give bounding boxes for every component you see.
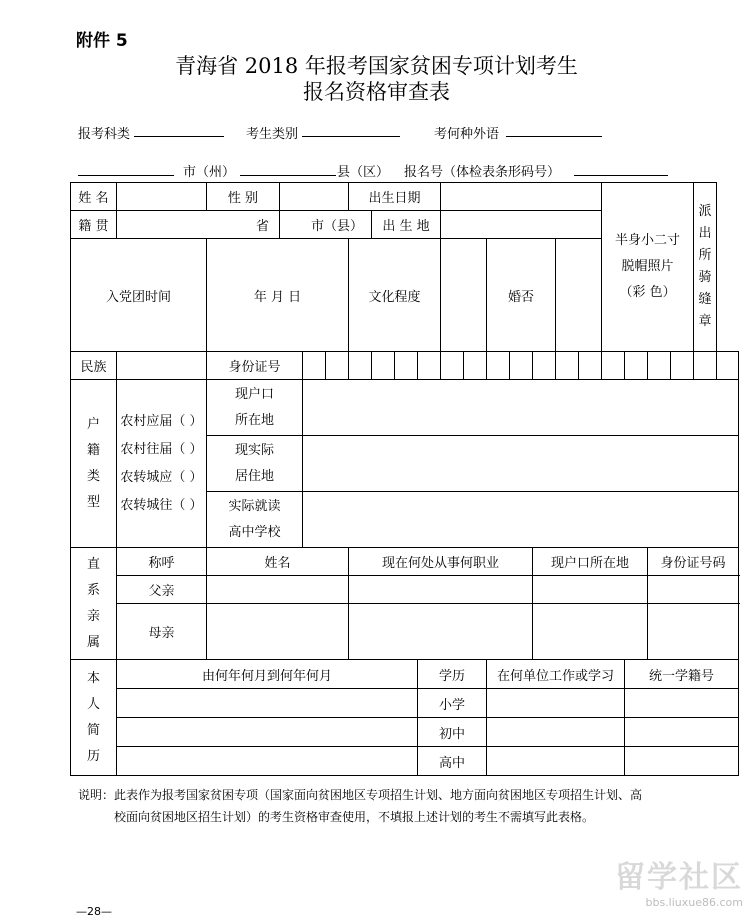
city-label: 市（州） (183, 165, 236, 180)
note (78, 784, 698, 828)
id-digit[interactable] (395, 352, 418, 380)
actual-residence-cell[interactable] (303, 436, 739, 492)
photo-area (602, 183, 694, 352)
id-digit[interactable] (602, 352, 625, 380)
hukou-option-urban-current[interactable]: 农转城应（ ） (120, 469, 203, 485)
form-title-line2: 报名资格审查表 (303, 80, 450, 104)
category-label: 考生类别 (246, 127, 299, 142)
mother-label: 母亲 (117, 604, 207, 660)
marriage-label: 婚否 (487, 239, 556, 352)
resume-level-primary: 小学 (418, 689, 487, 718)
current-hukou-label: 现户口 所在地 (207, 380, 303, 436)
id-digit[interactable] (372, 352, 395, 380)
party-time-label: 入党团时间 (71, 239, 207, 352)
id-digit[interactable] (694, 352, 717, 380)
reg-no-field[interactable] (574, 175, 668, 176)
birth-date-label: 出生日期 (349, 183, 441, 211)
party-time-ymd: 年 月 日 (207, 239, 349, 352)
form-title-line1: 青海省 2018 年报考国家贫困专项计划考生 (175, 54, 578, 78)
birth-date-cell[interactable] (441, 183, 602, 211)
actual-school-cell[interactable] (303, 492, 739, 548)
watermark-text: 留学社区 (615, 860, 743, 895)
relatives-label: 直 系 亲 属 (71, 548, 117, 660)
id-digit[interactable] (579, 352, 602, 380)
reg-no-label: 报名号（体检表条形码号） (404, 165, 561, 180)
resume-unit-cell[interactable] (487, 689, 625, 718)
id-digit[interactable] (441, 352, 464, 380)
id-digit[interactable] (487, 352, 510, 380)
resume-unit-cell[interactable] (487, 718, 625, 747)
father-id-cell[interactable] (648, 576, 739, 604)
education-label: 文化程度 (349, 239, 441, 352)
language-field[interactable] (506, 136, 602, 137)
father-hukou-cell[interactable] (533, 576, 648, 604)
county-label: 县（区） (337, 165, 390, 180)
resume-header-education: 学历 (418, 660, 487, 689)
city-field[interactable] (78, 175, 174, 176)
current-hukou-cell[interactable] (303, 380, 739, 436)
language-label: 考何种外语 (434, 127, 500, 142)
father-name-cell[interactable] (207, 576, 349, 604)
id-digit[interactable] (510, 352, 533, 380)
note-line2: 校面向贫困地区招生计划）的考生资格审查使用，不填报上述计划的考生不需填写此表格。 (114, 810, 595, 824)
photo-line3: （彩 色） (619, 285, 676, 300)
photo-line1: 半身小二寸 (615, 233, 681, 248)
actual-residence-label: 现实际 居住地 (207, 436, 303, 492)
gender-label: 性 别 (207, 183, 280, 211)
father-label: 父亲 (117, 576, 207, 604)
hukou-option-rural-current[interactable]: 农村应届（ ） (120, 413, 203, 429)
seal-area: 派 出 所 骑 缝 章 (694, 183, 717, 352)
hukou-option-rural-past[interactable]: 农村往届（ ） (120, 441, 203, 457)
birth-place-cell[interactable] (441, 211, 602, 239)
native-label: 籍 贯 (71, 211, 117, 239)
id-digit[interactable] (533, 352, 556, 380)
id-digit[interactable] (464, 352, 487, 380)
resume-unit-cell[interactable] (487, 747, 625, 776)
mother-hukou-cell[interactable] (533, 604, 648, 660)
resume-student-no-cell[interactable] (625, 747, 739, 776)
county-field[interactable] (240, 175, 336, 176)
id-digit[interactable] (349, 352, 372, 380)
qualification-table (70, 182, 739, 776)
rel-header-id: 身份证号码 (648, 548, 739, 576)
resume-level-junior: 初中 (418, 718, 487, 747)
ethnic-label: 民族 (71, 352, 117, 380)
resume-student-no-cell[interactable] (625, 718, 739, 747)
hukou-option-urban-past[interactable]: 农转城往（ ） (120, 497, 203, 513)
hukou-type-label: 户 籍 类 型 (71, 380, 117, 548)
watermark (615, 852, 743, 909)
resume-period-cell[interactable] (117, 747, 418, 776)
attachment-label: 附件 5 (76, 31, 128, 51)
actual-school-label: 实际就读 高中学校 (207, 492, 303, 548)
resume-header-period: 由何年何月到何年何月 (117, 660, 418, 689)
mother-id-cell[interactable] (648, 604, 739, 660)
rel-header-title: 称呼 (117, 548, 207, 576)
id-digit[interactable] (717, 352, 739, 380)
subject-field[interactable] (134, 136, 224, 137)
resume-level-senior: 高中 (418, 747, 487, 776)
hukou-options (117, 380, 207, 548)
education-cell[interactable] (441, 239, 487, 352)
province-label: 省 (117, 211, 280, 239)
category-field[interactable] (302, 136, 400, 137)
resume-header-unit: 在何单位工作或学习 (487, 660, 625, 689)
id-digit[interactable] (556, 352, 579, 380)
id-digit[interactable] (625, 352, 648, 380)
city-county-label: 市（县） (280, 211, 372, 239)
watermark-url: bbs.liuxue86.com (645, 896, 743, 909)
birth-place-label: 出 生 地 (372, 211, 441, 239)
father-job-cell[interactable] (349, 576, 533, 604)
subject-label: 报考科类 (78, 127, 131, 142)
id-digit[interactable] (326, 352, 349, 380)
id-digit[interactable] (418, 352, 441, 380)
gender-cell[interactable] (280, 183, 349, 211)
mother-job-cell[interactable] (349, 604, 533, 660)
resume-period-cell[interactable] (117, 689, 418, 718)
id-digit[interactable] (671, 352, 694, 380)
resume-student-no-cell[interactable] (625, 689, 739, 718)
name-label: 姓 名 (71, 183, 117, 211)
id-no-label: 身份证号 (207, 352, 303, 380)
note-line1: 说明：此表作为报考国家贫困专项（国家面向贫困地区专项招生计划、地方面向贫困地区专项招生计划、高 (78, 788, 643, 802)
resume-period-cell[interactable] (117, 718, 418, 747)
rel-header-job: 现在何处从事何职业 (349, 548, 533, 576)
marriage-cell[interactable] (556, 239, 602, 352)
rel-header-name: 姓名 (207, 548, 349, 576)
name-cell[interactable] (117, 183, 207, 211)
id-digit[interactable] (648, 352, 671, 380)
id-digit[interactable] (303, 352, 326, 380)
resume-header-student-no: 统一学籍号 (625, 660, 739, 689)
page-number: —28— (76, 905, 112, 918)
photo-line2: 脱帽照片 (621, 259, 674, 274)
rel-header-hukou: 现户口所在地 (533, 548, 648, 576)
mother-name-cell[interactable] (207, 604, 349, 660)
ethnic-cell[interactable] (117, 352, 207, 380)
resume-label: 本 人 简 历 (71, 660, 117, 776)
